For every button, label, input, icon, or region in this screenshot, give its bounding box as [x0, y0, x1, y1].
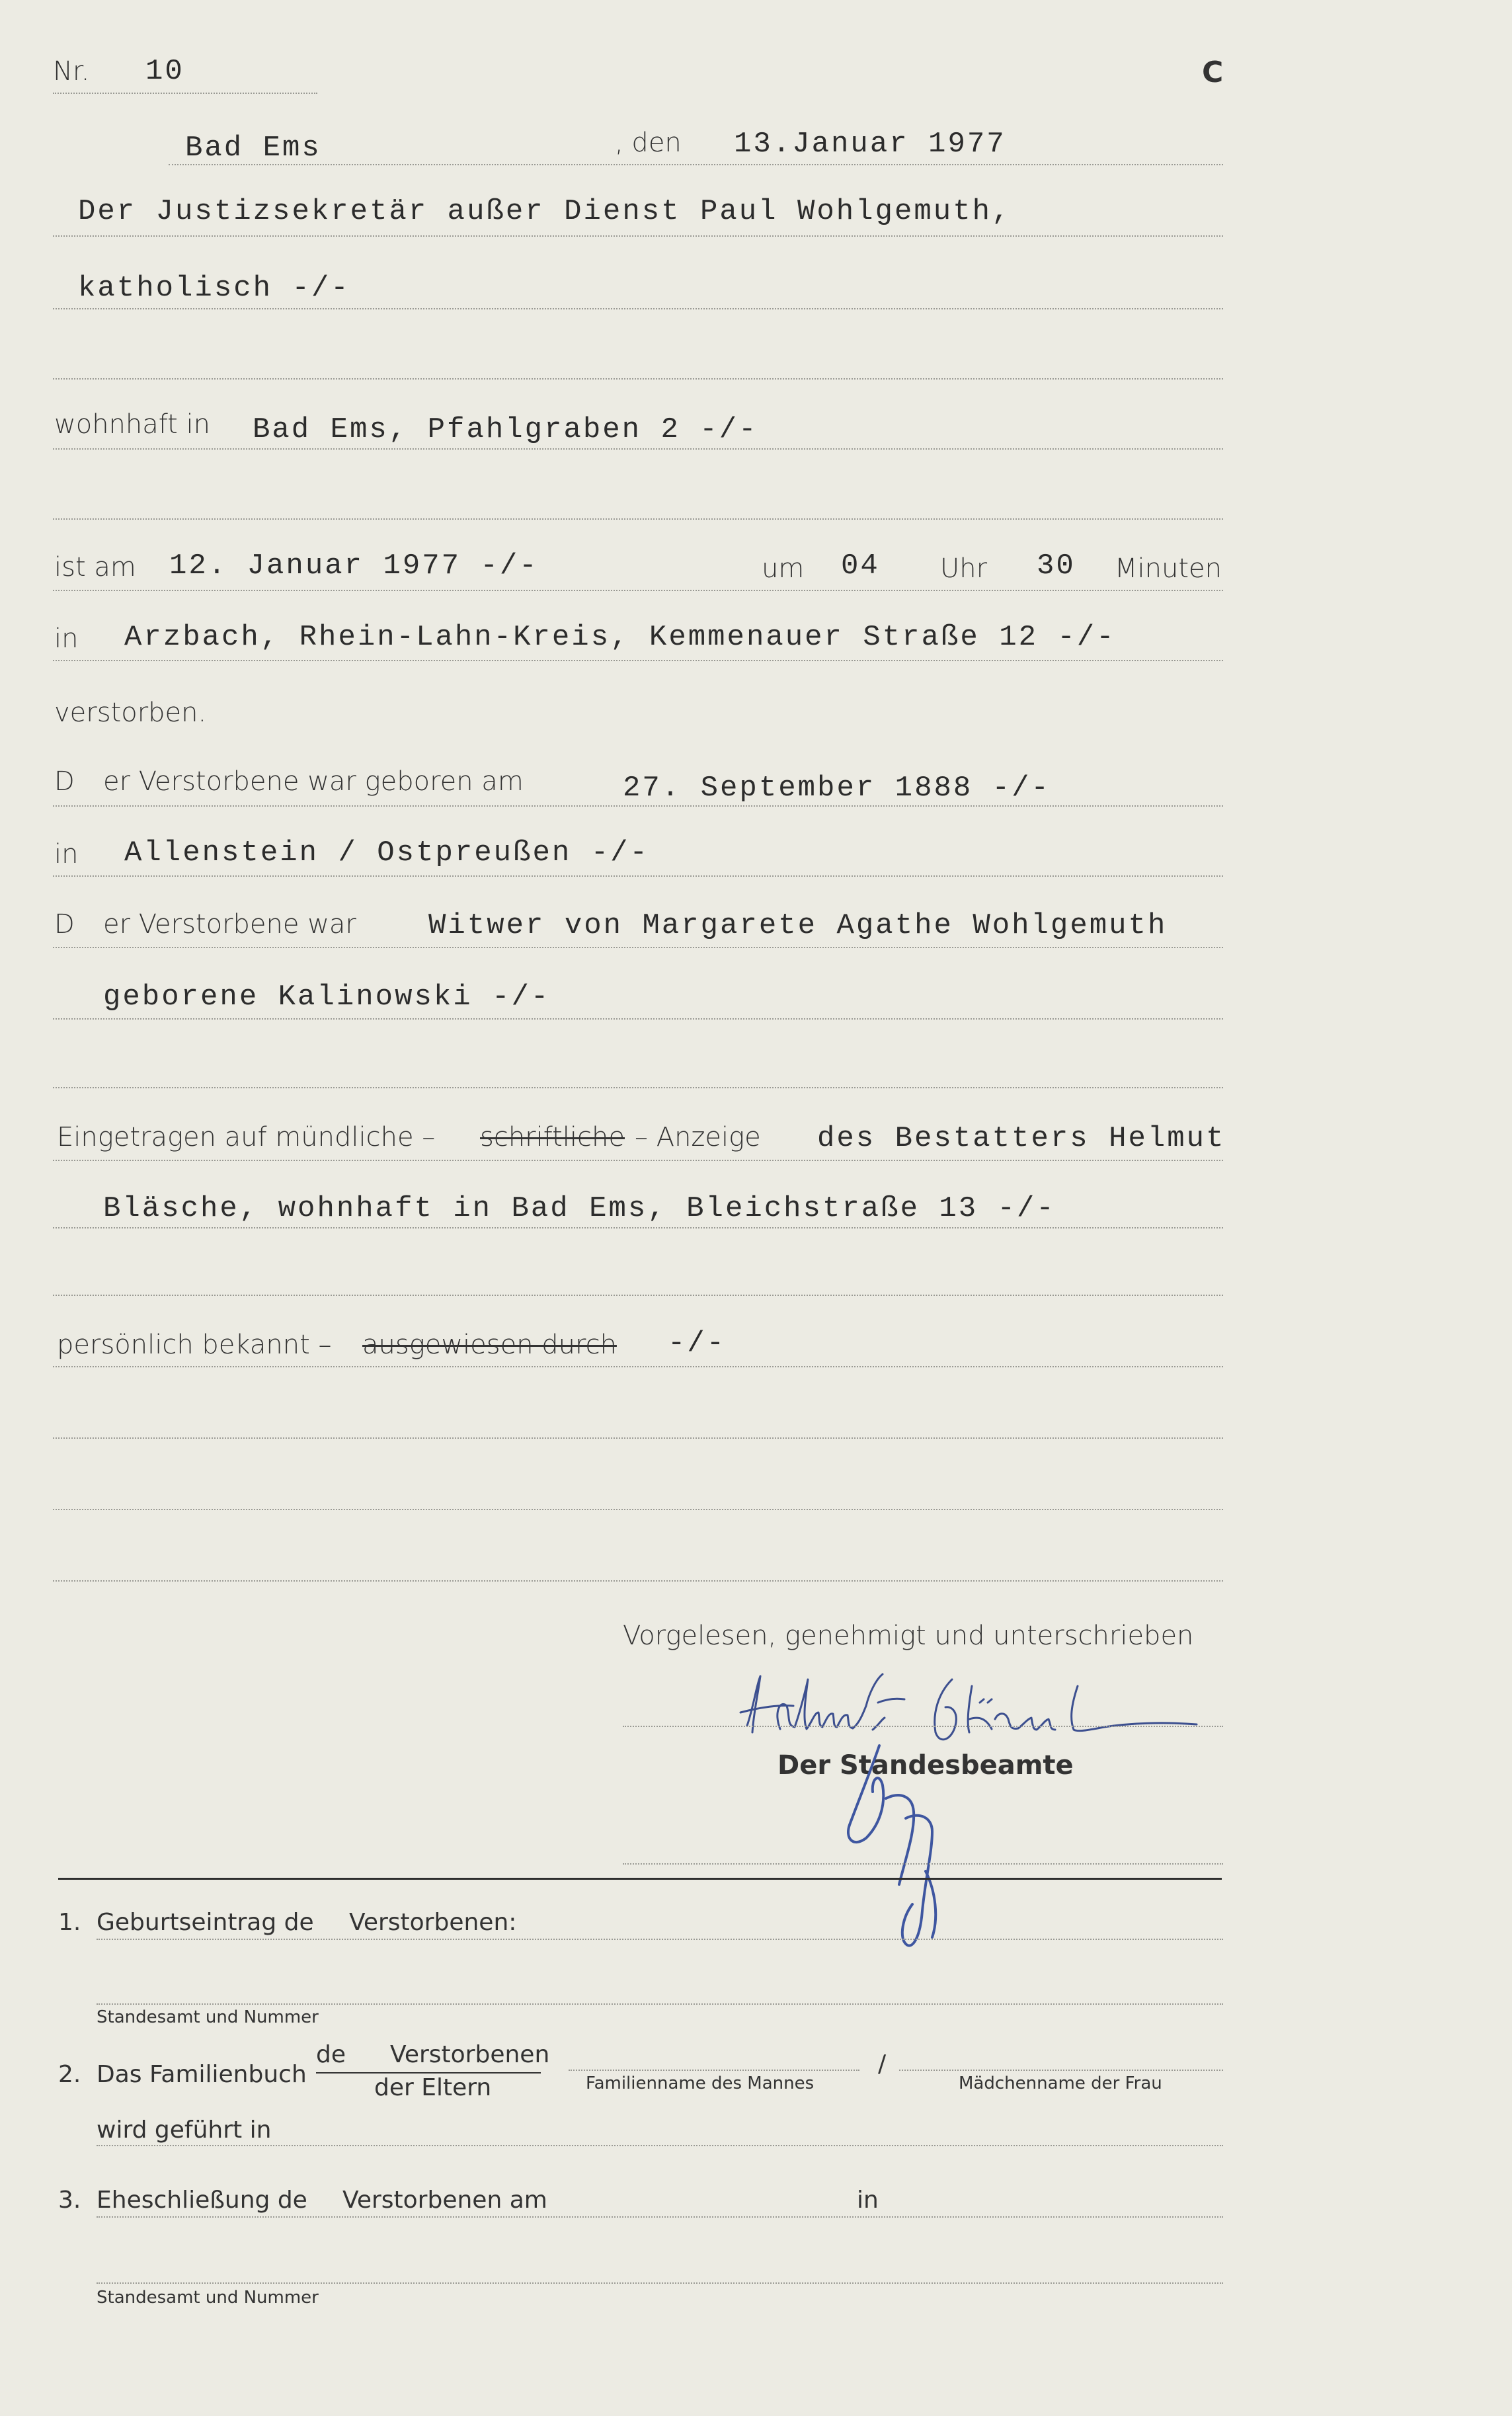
date-value: 13.Januar 1977: [734, 128, 1006, 161]
item1-label-2: Verstorbenen:: [349, 1909, 517, 1936]
birth-date-rule: [53, 805, 1223, 807]
place-value: Bad Ems: [185, 132, 321, 165]
person-rule-1: [53, 235, 1223, 237]
item1-rule-1: [97, 1939, 1223, 1940]
item3-in-label: in: [857, 2187, 879, 2214]
death-place-rule: [53, 660, 1223, 661]
signature-helmut-blaesche: [734, 1666, 1223, 1752]
item3-label: Eheschließung de: [97, 2187, 307, 2214]
item3-rule-1: [97, 2216, 1223, 2218]
item2-frac-top-b: Verstorbenen: [390, 2041, 550, 2068]
death-in-label: in: [54, 624, 79, 654]
registration-line-2: Bläsche, wohnhaft in Bad Ems, Bleichstraße 13 -/-: [103, 1192, 1056, 1225]
marital-line-2: geborene Kalinowski -/-: [103, 981, 551, 1014]
item2-label: Das Familienbuch: [97, 2061, 307, 2088]
blank-rule-4: [53, 1295, 1223, 1296]
blank-rule-7: [53, 1580, 1223, 1582]
death-hour: 04: [841, 549, 880, 583]
item2-caption-woman: Mädchenname der Frau: [959, 2074, 1162, 2093]
place-date-rule: [169, 164, 1223, 165]
blank-rule-6: [53, 1509, 1223, 1510]
death-place: Arzbach, Rhein-Lahn-Kreis, Kemmenauer Straße 12 -/-: [124, 621, 1116, 654]
registration-rule-1: [53, 1160, 1223, 1161]
birth-in-label: in: [54, 839, 79, 869]
birth-label: er Verstorbene war geboren am: [103, 766, 524, 797]
um-label: um: [762, 553, 805, 584]
corner-letter: C: [1202, 56, 1224, 89]
identity-value: -/-: [668, 1327, 727, 1360]
signature-official-initials: [840, 1739, 959, 1964]
standesamt-caption-2: Standesamt und Nummer: [97, 2288, 319, 2308]
birth-d-label: D: [54, 766, 75, 797]
blank-rule-3: [53, 1087, 1223, 1088]
person-line-2: katholisch -/-: [78, 272, 350, 305]
death-date: 12. Januar 1977 -/-: [169, 549, 539, 583]
birth-date: 27. September 1888 -/-: [623, 772, 1051, 805]
item2-woman-rule: [899, 2070, 1223, 2071]
item2-number: 2.: [58, 2061, 81, 2088]
person-line-1: Der Justizsekretär außer Dienst Paul Wohlgemuth,: [78, 195, 1012, 228]
marital-rule-1: [53, 947, 1223, 948]
birth-place-rule: [53, 875, 1223, 877]
blank-rule-2: [53, 518, 1223, 520]
footer-divider: [58, 1878, 1222, 1880]
item2-rule-2: [97, 2145, 1223, 2146]
nr-rule: [53, 93, 317, 94]
identity-struck: ausgewiesen durch: [362, 1330, 617, 1360]
item1-rule-2: [97, 2003, 1223, 2005]
ist-am-label: ist am: [54, 552, 136, 583]
blank-rule-1: [53, 378, 1223, 380]
registration-label-suffix: – Anzeige: [635, 1122, 761, 1152]
item3-label-2: Verstorbenen am: [342, 2187, 547, 2214]
marital-label: er Verstorbene war: [103, 909, 356, 940]
blank-rule-5: [53, 1437, 1223, 1439]
signature-rule-2: [623, 1863, 1223, 1865]
birth-place: Allenstein / Ostpreußen -/-: [124, 836, 649, 869]
item2-frac-bottom: der Eltern: [374, 2074, 492, 2101]
den-label: , den: [615, 128, 682, 158]
signature-rule-1: [623, 1726, 1223, 1727]
verstorben-label: verstorben.: [54, 698, 207, 728]
registration-struck: schriftliche: [480, 1122, 625, 1152]
marital-d-label: D: [54, 909, 75, 940]
registration-label-prefix: Eingetragen auf mündliche –: [57, 1122, 436, 1152]
registration-line-1: des Bestatters Helmut: [817, 1122, 1226, 1155]
item2-man-rule: [569, 2070, 859, 2071]
nr-label: Nr.: [53, 56, 90, 87]
item2-caption-man: Familienname des Mannes: [586, 2074, 815, 2093]
read-approved-label: Vorgelesen, genehmigt und unterschrieben: [623, 1621, 1194, 1651]
standesamt-caption-1: Standesamt und Nummer: [97, 2007, 319, 2027]
uhr-label: Uhr: [940, 553, 988, 584]
residence-value: Bad Ems, Pfahlgraben 2 -/-: [253, 413, 758, 446]
person-rule-2: [53, 308, 1223, 309]
nr-value: 10: [145, 55, 184, 88]
marital-rule-2: [53, 1018, 1223, 1020]
residence-rule: [53, 448, 1223, 450]
identity-label-prefix: persönlich bekannt –: [57, 1330, 332, 1360]
minuten-label: Minuten: [1115, 553, 1222, 584]
item2-slash: /: [878, 2050, 887, 2077]
official-label: Der Standesbeamte: [777, 1750, 1074, 1781]
item3-number: 3.: [58, 2187, 81, 2214]
item3-rule-2: [97, 2282, 1223, 2284]
death-date-rule: [53, 590, 1223, 591]
item1-label: Geburtseintrag de: [97, 1909, 314, 1936]
item1-number: 1.: [58, 1909, 81, 1936]
item2-line-2: wird geführt in: [97, 2116, 272, 2144]
registration-rule-2: [53, 1227, 1223, 1228]
identity-rule: [53, 1366, 1223, 1367]
item2-fraction-line: [316, 2072, 541, 2074]
marital-line-1: Witwer von Margarete Agathe Wohlgemuth: [428, 909, 1168, 942]
death-minutes: 30: [1037, 549, 1076, 583]
item2-frac-top-a: de: [316, 2041, 346, 2068]
residence-label: wohnhaft in: [54, 409, 210, 440]
